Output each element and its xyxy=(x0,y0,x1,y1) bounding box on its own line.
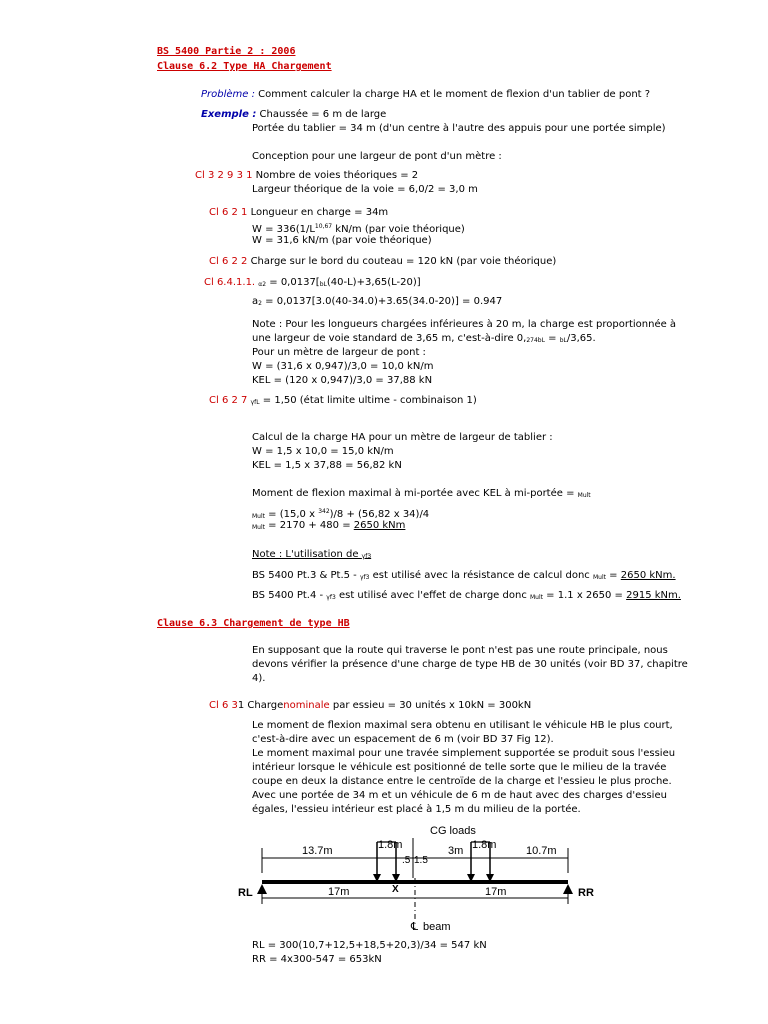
clause-6-3-d1: Le moment de flexion maximal sera obtenu en utilisant le véhicule HB le plus court, xyxy=(252,720,673,731)
calc-bs3sub2: Mult xyxy=(593,574,606,581)
clause-6-3-p1: En supposant que la route qui traverse le pont n'est pas une route principale, nous xyxy=(252,645,668,656)
example-label: Exemple : xyxy=(201,109,257,120)
cl-32931-line xyxy=(195,169,418,182)
clause-6-3-d3: Le moment maximal pour une travée simplement supportée se produit sous l'essieu xyxy=(252,748,676,759)
span-17b: 17m xyxy=(485,886,507,898)
dim-1-8b: 1.8m xyxy=(472,839,497,851)
calc-bs3res: 2650 kNm. xyxy=(620,570,676,581)
reaction-rl: RL = 300(10,7+12,5+18,5+20,3)/34 = 547 kN xyxy=(252,940,487,951)
calc-l1: Calcul de la charge HA pour un mètre de largeur de tablier : xyxy=(252,432,553,443)
dim-10-7: 10.7m xyxy=(526,845,557,857)
cl-6411-a2a: a xyxy=(252,296,259,307)
cl-631-c1red: nominale xyxy=(283,700,330,711)
cl-6411-note3: Pour un mètre de largeur de pont : xyxy=(252,347,426,358)
calc-bs3 xyxy=(252,569,676,584)
calc-m2b: )/8 + (56,82 x 34)/4 xyxy=(329,509,430,520)
reaction-rr: RR = 4x300-547 = 653kN xyxy=(252,954,382,965)
clause-6-3-title: Clause 6.3 Chargement de type HB xyxy=(157,618,350,629)
cg-loads-label: CG loads xyxy=(430,825,476,837)
cl-6411-note2sub2: bL xyxy=(559,337,567,344)
cl-631-line xyxy=(209,699,531,712)
cl-6411-ref: Cl 6.4.1.1. xyxy=(204,277,256,288)
cl-627-sub: γfL xyxy=(250,399,260,406)
clause-6-3-d4: intérieur lorsque le véhicule est positionné de telle sorte que le milieu de la travée xyxy=(252,762,667,773)
cl-6411-t1: = 0,0137[ xyxy=(266,277,320,288)
x-marker: X xyxy=(392,884,399,895)
example-line2: Portée du tablier = 34 m (d'un centre à l'autre des appuis pour une portée simple) xyxy=(252,123,666,134)
calc-moment-line xyxy=(252,487,591,502)
calc-note xyxy=(252,548,371,563)
cl-6411-note2sub: 274bL xyxy=(526,337,545,344)
cl-32931-text: Nombre de voies théoriques = 2 xyxy=(255,170,419,181)
calc-msub: Mult xyxy=(577,492,591,499)
cl-6411-note5: KEL = (120 x 0,947)/3,0 = 37,88 kN xyxy=(252,375,433,386)
dim-1-5: 1.5 xyxy=(414,855,428,866)
clause-6-3-d2: c'est-à-dire avec un espacement de 6 m (voir BD 37 Fig 12). xyxy=(252,734,554,745)
cl-622-line xyxy=(209,255,556,268)
beam-label: beam xyxy=(423,921,451,933)
dim-3: 3m xyxy=(448,845,464,857)
cl-621-w1a: W = 336(1/L xyxy=(252,224,315,235)
clause-6-2-title: Clause 6.2 Type HA Chargement xyxy=(157,61,332,72)
cl-6411-a2 xyxy=(252,295,502,310)
cl-32931-text2: Largeur théorique de la voie = 6,0/2 = 3,0 m xyxy=(252,184,478,195)
dim-13-7: 13.7m xyxy=(302,845,333,857)
calc-bs4c: = 1.1 x 2650 = xyxy=(543,590,627,601)
calc-bs4b: est utilisé avec l'effet de charge donc xyxy=(335,590,530,601)
calc-bs4res: 2915 kNm. xyxy=(626,590,681,601)
clause-6-3-d5: coupe en deux la distance entre le centroïde de la charge et l'essieu le plus proche. xyxy=(252,776,672,787)
cl-627-line xyxy=(209,394,477,409)
cl-6411-note2c: /3,65. xyxy=(566,333,596,344)
calc-bs4a: BS 5400 Pt.4 - xyxy=(252,590,327,601)
cl-6411-note2 xyxy=(252,332,596,347)
problem-text: Comment calculer la charge HA et le moment de flexion d'un tablier de pont ? xyxy=(258,89,651,100)
calc-bs4 xyxy=(252,589,681,604)
calc-bs4sub: γf3 xyxy=(326,594,336,601)
example-line3: Conception pour une largeur de pont d'un mètre : xyxy=(252,151,502,162)
cl-621-ref: Cl 6 2 1 xyxy=(209,207,248,218)
cl-621-w1sup: 10,67 xyxy=(314,223,333,230)
calc-m2sup: 342 xyxy=(318,508,330,515)
calc-bs3b: est utilisé avec la résistance de calcul donc xyxy=(369,570,593,581)
cl-621-w2: W = 31,6 kN/m (par voie théorique) xyxy=(252,235,432,246)
calc-bs3c: = xyxy=(606,570,621,581)
standard-title: BS 5400 Partie 2 : 2006 xyxy=(157,46,296,57)
calc-bs3sub: γf3 xyxy=(359,574,370,581)
cl-622-ref: Cl 6 2 2 xyxy=(209,256,248,267)
calc-note-a: Note : L'utilisation de xyxy=(252,549,362,560)
cl-627-text: = 1,50 (état limite ultime - combinaison 1) xyxy=(259,395,477,406)
problem-line xyxy=(201,88,650,101)
calc-m3res: 2650 kNm xyxy=(353,520,406,531)
calc-m2sub: Mult xyxy=(252,513,265,520)
calc-l3: KEL = 1,5 x 37,88 = 56,82 kN xyxy=(252,460,402,471)
cl-6411-note1: Note : Pour les longueurs chargées inférieures à 20 m, la charge est proportionnée à xyxy=(252,319,677,330)
calc-bs4sub2: Mult xyxy=(530,594,543,601)
cl-621-w1b: kN/m (par voie théorique) xyxy=(332,224,465,235)
problem-label: Problème : xyxy=(201,89,255,100)
clause-6-3-d6: Avec une portée de 34 m et un véhicule de 6 m de haut avec des charges d'essieu xyxy=(252,790,667,801)
cl-32931-ref: Cl 3 2 9 3 1 xyxy=(195,170,253,181)
cl-631-c1b: par essieu = 30 unités x 10kN = 300kN xyxy=(329,700,532,711)
cl-6411-a2sub: 2 xyxy=(258,300,262,307)
cl-6411-sub2: bL xyxy=(319,281,327,288)
span-17a: 17m xyxy=(328,886,350,898)
dim-1-8a: 1.8m xyxy=(378,839,403,851)
cl-631-refnum: 1 xyxy=(237,700,245,711)
calc-l2: W = 1,5 x 10,0 = 15,0 kN/m xyxy=(252,446,394,457)
cl-631-c1: Charge xyxy=(247,700,284,711)
clause-6-3-p2: devons vérifier la présence d'une charge de type HB de 30 unités (voir BD 37, chapitre xyxy=(252,659,688,670)
example-line1: Chaussée = 6 m de large xyxy=(259,109,387,120)
rl-label: RL xyxy=(238,887,253,899)
calc-m3sub: Mult xyxy=(252,524,265,531)
cl-6411-note4: W = (31,6 x 0,947)/3,0 = 10,0 kN/m xyxy=(252,361,434,372)
rr-label: RR xyxy=(578,887,594,899)
clause-6-3-d7: égales, l'essieu intérieur est placé à 1,5 m du milieu de la portée. xyxy=(252,804,581,815)
cl-631-ref: Cl 6 3 xyxy=(209,700,238,711)
cl-621-line xyxy=(209,206,388,219)
cl-6411-sub1: α2 xyxy=(258,281,267,288)
dim-05: .5 xyxy=(402,855,411,866)
calc-m3 xyxy=(252,519,405,534)
calc-note-sub: γf3 xyxy=(361,553,372,560)
calc-m2a: = (15,0 x xyxy=(265,509,319,520)
beam-diagram xyxy=(230,818,610,936)
calc-m3a: = 2170 + 480 = xyxy=(265,520,354,531)
cl-6411-note2b: = xyxy=(544,333,560,344)
example-line xyxy=(201,108,386,121)
clause-6-3-p3: 4). xyxy=(252,673,266,684)
calc-m1: Moment de flexion maximal à mi-portée avec KEL à mi-portée = xyxy=(252,488,578,499)
cl-627-ref: Cl 6 2 7 xyxy=(209,395,248,406)
cl-6411-note2a: une largeur de voie standard de 3,65 m, c'est-à-dire 0, xyxy=(252,333,527,344)
cl-622-text: Charge sur le bord du couteau = 120 kN (par voie théorique) xyxy=(250,256,557,267)
cl-621-text: Longueur en charge = 34m xyxy=(250,207,389,218)
calc-bs3a: BS 5400 Pt.3 & Pt.5 - xyxy=(252,570,360,581)
cl-6411-a2b: = 0,0137[3.0(40-34.0)+3.65(34.0-20)] = 0.947 xyxy=(261,296,503,307)
cl-6411-line xyxy=(204,276,421,291)
cl-6411-t2: (40-L)+3,65(L-20)] xyxy=(326,277,421,288)
centerline-symbol: ℄ xyxy=(411,921,419,933)
